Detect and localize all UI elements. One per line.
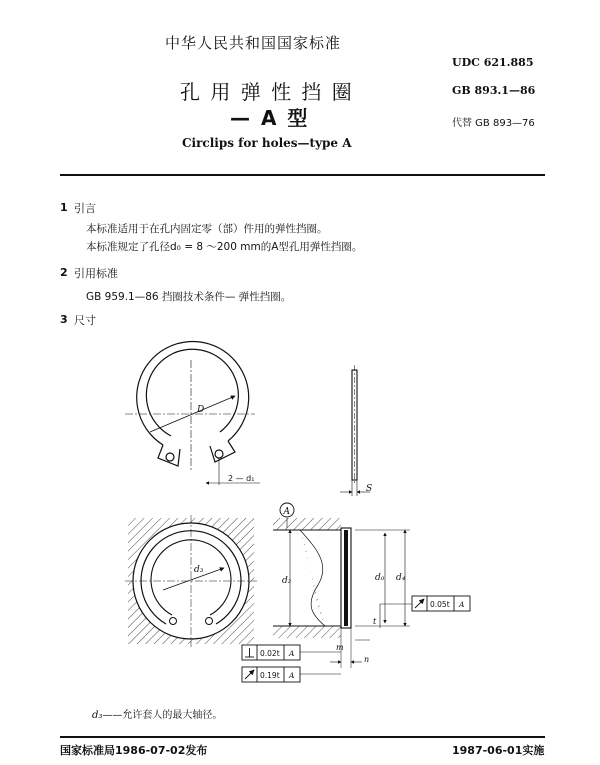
label-diameter-D: D [197, 405, 205, 415]
issued-date: 国家标准局1986-07-02发布 [60, 744, 208, 757]
runout-lower-datum: A [289, 671, 295, 680]
footnote [92, 706, 222, 721]
perpendicularity-value: 0.02t [260, 649, 280, 658]
national-standard-heading: 中华人民共和国国家标准 [165, 34, 342, 52]
label-d2: d₂ [282, 576, 292, 586]
section-2-paragraph-1: GB 959.1—86 挡圈技术条件— 弹性挡圈。 [86, 291, 292, 303]
circlip-side-view [340, 365, 373, 496]
label-m: m [336, 643, 344, 652]
footnote-text: ——允许套人的最大轴径。 [102, 710, 223, 721]
label-n: n [364, 655, 370, 664]
document-subtitle: — A 型 [230, 106, 310, 130]
installed-ring-view [125, 515, 257, 647]
label-thickness-S: S [366, 484, 373, 494]
runout-right-value: 0.05t [430, 600, 450, 609]
label-d4: d₄ [396, 573, 406, 583]
section-2-number: 2 [60, 266, 68, 279]
replaces-standard: 代替 GB 893—76 [452, 118, 535, 129]
footer-rule [60, 736, 545, 738]
perpendicularity-datum: A [289, 649, 295, 658]
gb-number: GB 893.1—86 [452, 84, 536, 97]
section-1-heading: 引言 [74, 202, 96, 215]
document-title: 孔 用 弹 性 挡 圈 [180, 80, 354, 104]
label-t: t [373, 617, 377, 626]
section-3-heading: 尺寸 [74, 314, 96, 327]
label-d3: d₃ [194, 565, 204, 575]
section-1-paragraph-1: 本标准适用于在孔内固定零（部）件用的弹性挡圈。 [86, 223, 328, 235]
effective-date: 1987-06-01实施 [452, 744, 545, 757]
section-1-number: 1 [60, 201, 68, 214]
section-2-heading: 引用标准 [74, 267, 118, 280]
label-d0: d₀ [375, 573, 385, 583]
runout-right-datum: A [459, 600, 465, 609]
runout-lower-value: 0.19t [260, 671, 280, 680]
footnote-symbol: d₃ [92, 710, 103, 721]
udc-number: UDC 621.885 [452, 56, 534, 69]
section-1-paragraph-2: 本标准规定了孔径d₀ = 8 ～200 mm的A型孔用弹性挡圈。 [86, 241, 363, 253]
label-hole-diameter: 2 — d₁ [228, 474, 255, 483]
datum-A-label: A [283, 507, 290, 517]
english-title: Circlips for holes—type A [182, 136, 352, 150]
circlip-front-view [125, 342, 260, 485]
section-3-number: 3 [60, 313, 68, 326]
